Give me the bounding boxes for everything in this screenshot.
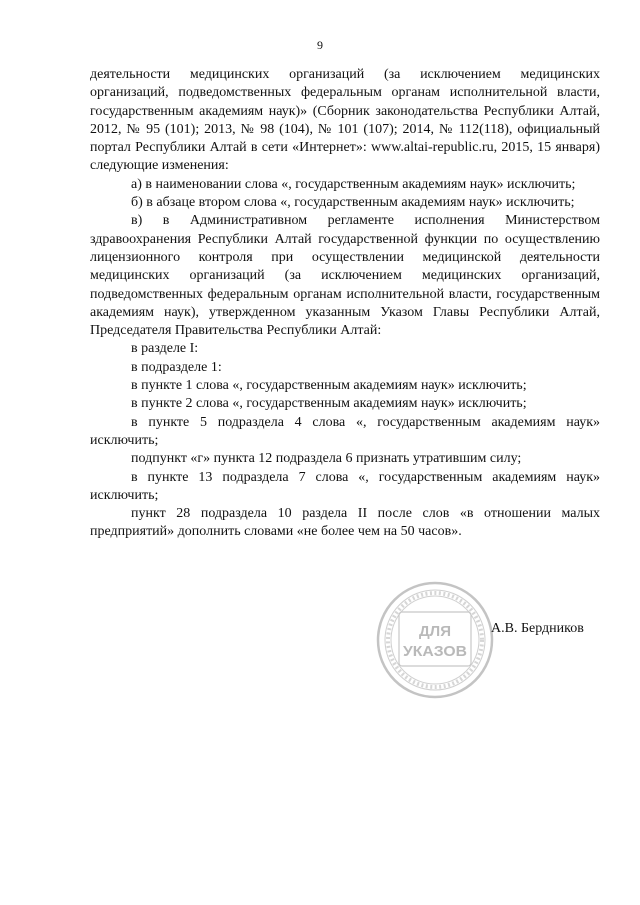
page-number: 9: [317, 38, 323, 52]
paragraph-point-5: в пункте 5 подраздела 4 слова «, государственным академиям наук» исключить;: [90, 414, 600, 448]
paragraph-point-1: в пункте 1 слова «, государственным академиям наук» исключить;: [131, 378, 527, 394]
paragraph-item-v: в) в Административном регламенте исполнения Министерством здравоохранения Республики Алтай государственной функции по осуществлению лицензионного контроля при осуществлении медицинской деятельности медицинских организаций (за исключением медицинских организаций, подведомственных федеральным органам исполнительной власти, государственным академиям наук), утвержденном указанным Указом Главы Республики Алтай, Председателя Правительства Республики Алтай:: [90, 213, 600, 339]
paragraph-point-28: пункт 28 подраздела 10 раздела II после слов «в отношении малых предприятий» дополнить словами «не более чем на 50 часов».: [90, 506, 600, 540]
paragraph-subsection-1: в подразделе 1:: [131, 359, 222, 375]
paragraph-subpoint-g: подпункт «г» пункта 12 подраздела 6 признать утратившим силу;: [131, 451, 522, 467]
stamp-text-line2: УКАЗОВ: [403, 643, 468, 660]
paragraph-section-1: в разделе I:: [131, 341, 199, 357]
signature-name: А.В. Бердников: [491, 621, 584, 636]
paragraph-point-2: в пункте 2 слова «, государственным академиям наук» исключить;: [131, 396, 527, 412]
paragraph-item-b: б) в абзаце втором слова «, государственным академиям наук» исключить;: [131, 195, 575, 211]
paragraph-item-a: а) в наименовании слова «, государственным академиям наук» исключить;: [131, 176, 576, 192]
paragraph-intro: деятельности медицинских организаций (за исключением медицинских организаций, подведомственных федеральным органам исполнительной власти, государственным академиям наук)» (Сборник законодательства Республики Алтай, 2012, № 95 (101); 2013, № 98 (104), № 101 (107); 2014, № 112(118), официальный портал Республики Алтай в сети «Интернет»: www.altai-republic.ru, 2015, 15 января) следующие изменения:: [90, 67, 600, 174]
stamp-text-line1: ДЛЯ: [419, 623, 451, 640]
paragraph-point-13: в пункте 13 подраздела 7 слова «, государственным академиям наук» исключить;: [90, 469, 600, 503]
document-body: [90, 66, 600, 542]
official-stamp-seal: [375, 580, 495, 700]
